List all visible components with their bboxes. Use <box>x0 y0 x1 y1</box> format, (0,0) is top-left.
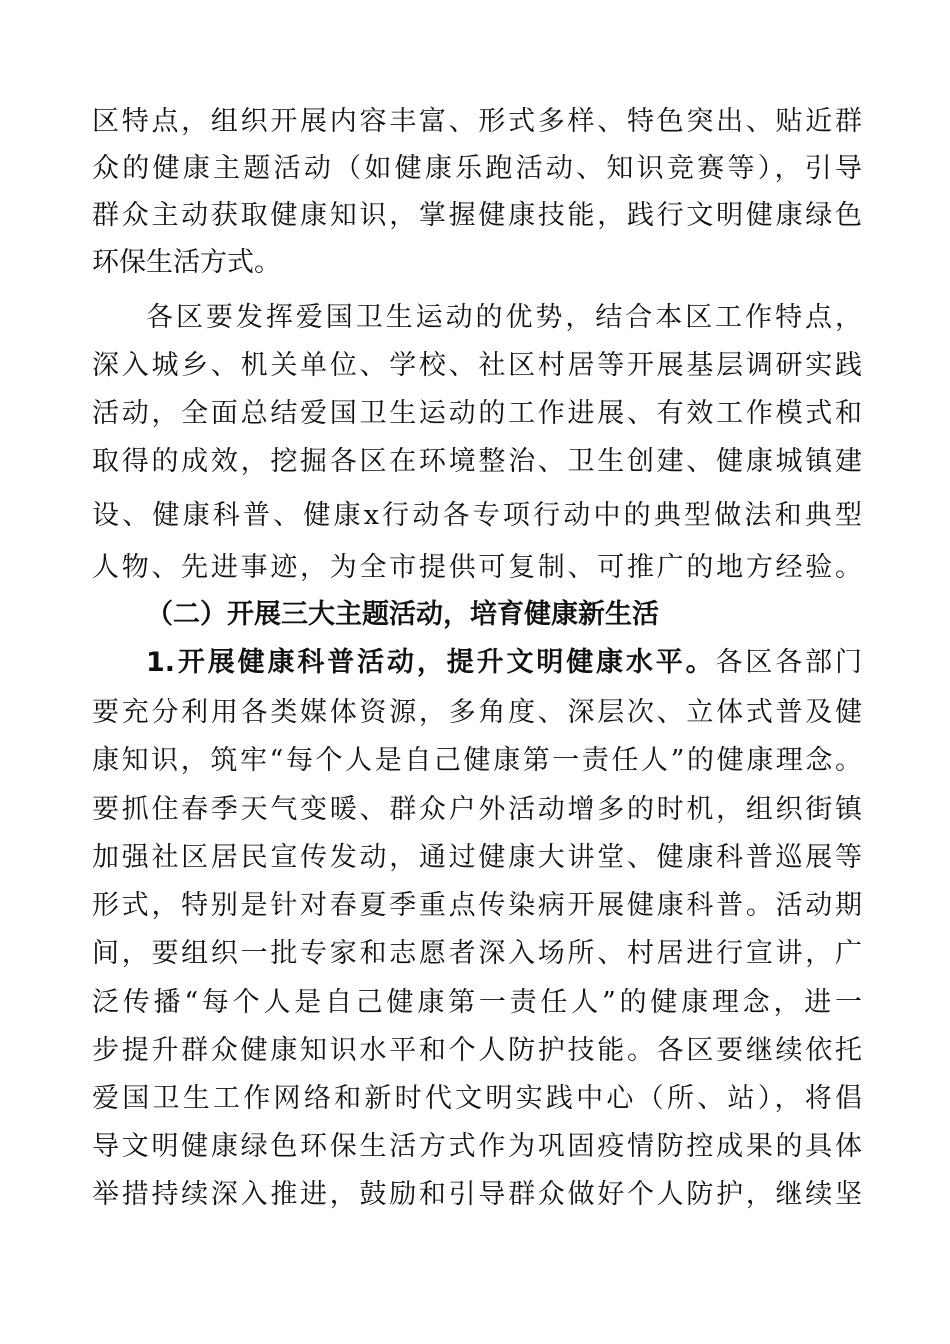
text-line-with-bold-lead <box>146 640 862 686</box>
text-line: 间，要组织一批专家和志愿者深入场所、村居进行宣讲，广 <box>92 938 862 969</box>
text-line: 取得的成效，挖掘各区在环境整治、卫生创建、健康城镇建 <box>92 446 862 477</box>
text-line: 爱国卫生工作网络和新时代文明实践中心（所、站），将倡 <box>92 1083 862 1114</box>
text-line: 各区要发挥爱国卫生运动的优势，结合本区工作特点， <box>146 302 862 333</box>
text-line: 步提升群众健康知识水平和个人防护技能。各区要继续依托 <box>92 1035 862 1066</box>
text-line: 要充分利用各类媒体资源，多角度、深层次、立体式普及健 <box>92 697 862 728</box>
lead-continuation: 各区各部门 <box>715 647 863 678</box>
text-line: 群众主动获取健康知识，掌握健康技能，践行文明健康绿色 <box>92 200 862 231</box>
text-line: 泛传播“每个人是自己健康第一责任人”的健康理念，进一 <box>92 987 862 1018</box>
text-line: 深入城乡、机关单位、学校、社区村居等开展基层调研实践 <box>92 350 862 381</box>
text-line: 设、健康科普、健康x行动各专项行动中的典型做法和典型 <box>92 500 862 531</box>
section-heading: （二）开展三大主题活动，培育健康新生活 <box>146 599 659 630</box>
text-line: 人物、先进事迹，为全市提供可复制、可推广的地方经验。 <box>92 552 862 583</box>
text-line: 区特点，组织开展内容丰富、形式多样、特色突出、贴近群 <box>92 106 862 137</box>
text-line: 康知识，筑牢“每个人是自己健康第一责任人”的健康理念。 <box>92 745 862 776</box>
text-line: 形式，特别是针对春夏季重点传染病开展健康科普。活动期 <box>92 890 862 921</box>
bold-lead-sentence: 1.开展健康科普活动，提升文明健康水平。 <box>146 647 716 678</box>
text-line: 众的健康主题活动（如健康乐跑活动、知识竞赛等），引导 <box>92 153 862 184</box>
text-line: 要抓住春季天气变暖、群众户外活动增多的时机，组织街镇 <box>92 794 862 825</box>
text-line: 环保生活方式。 <box>92 247 281 278</box>
text-line: 导文明健康绿色环保生活方式作为巩固疫情防控成果的具体 <box>92 1131 862 1162</box>
text-line: 举措持续深入推进，鼓励和引导群众做好个人防护，继续坚 <box>92 1179 862 1210</box>
text-line: 活动，全面总结爱国卫生运动的工作进展、有效工作模式和 <box>92 398 862 429</box>
text-line: 加强社区居民宣传发动，通过健康大讲堂、健康科普巡展等 <box>92 842 862 873</box>
